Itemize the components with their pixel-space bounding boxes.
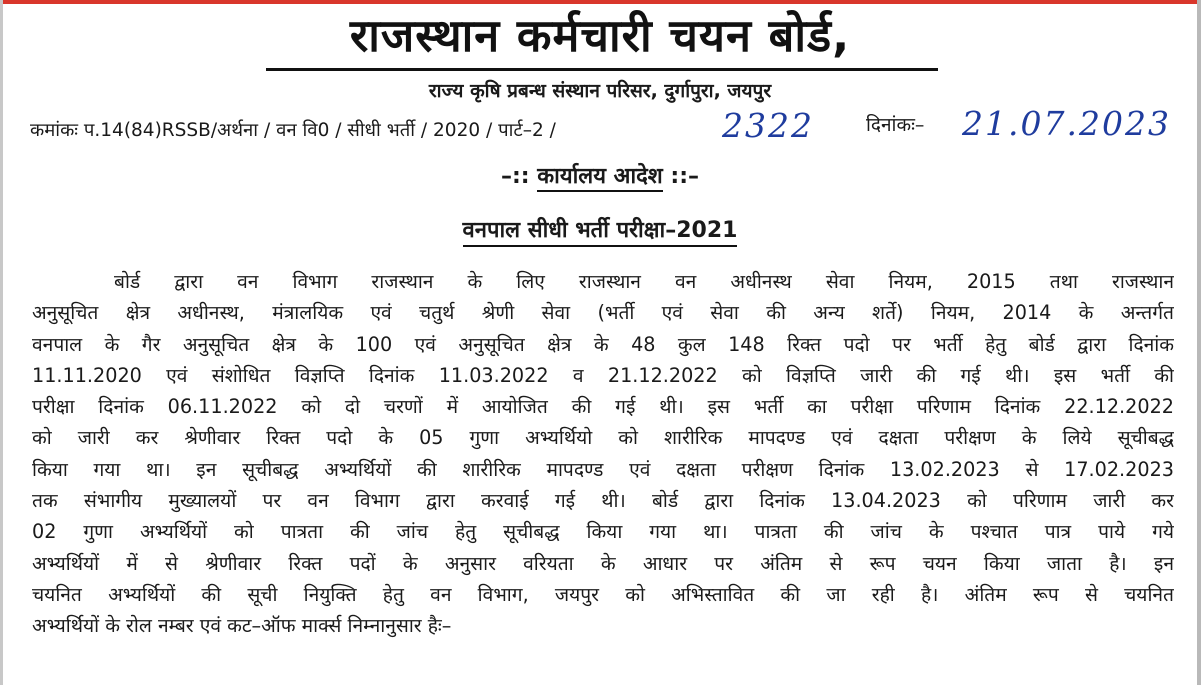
reference-number: कमांकः प.14(84)RSSB/अर्थना / वन वि0 / सीधी भर्ती / 2020 / पार्ट–2 / [30,120,556,141]
body-line: को जारी कर श्रेणीवार रिक्त पदो के 05 गुणा अभ्यर्थियो को शारीरिक मापदण्ड एवं दक्षता परीक्षण के लिये सूचीबद्ध [32,426,1174,450]
handwritten-dispatch-number: 2322 [722,106,814,145]
body-line: 02 गुणा अभ्यर्थियों को पात्रता की जांच हेतु सूचीबद्ध किया गया था। पात्रता की जांच के पश्चात पात्र पाये गये [32,520,1174,544]
body-line: अनुसूचित क्षेत्र अधीनस्थ, मंत्रालयिक एवं चतुर्थ श्रेणी सेवा (भर्ती एवं सेवा की अन्य शर्ते) नियम, 2014 के अन्तर्गत [32,301,1174,325]
body-line: अभ्यर्थियों के रोल नम्बर एवं कट–ऑफ मार्क्स निम्नानुसार हैः– [32,614,452,638]
body-line: किया गया था। इन सूचीबद्ध अभ्यर्थियों की शारीरिक मापदण्ड एवं दक्षता परीक्षण दिनांक 13.02.2023 से 17.02.2023 [32,457,1174,481]
body-line: तक संभागीय मुख्यालयों पर वन विभाग द्वारा करवाई गई थी। बोर्ड द्वारा दिनांक 13.04.2023 को परिणाम जारी कर [32,489,1174,513]
organization-name: राजस्थान कर्मचारी चयन बोर्ड, [349,9,851,62]
office-order-heading [400,160,800,194]
body-line: वनपाल के गैर अनुसूचित क्षेत्र के 100 एवं अनुसूचित क्षेत्र के 48 कुल 148 रिक्त पदो पर भर्ती हेतु बोर्ड द्वारा दिनांक [32,332,1174,356]
exam-title [350,214,850,248]
exam-title-text: वनपाल सीधी भर्ती परीक्षा–2021 [463,218,738,247]
body-line: 11.11.2020 एवं संशोधित विज्ञप्ति दिनांक 11.03.2022 व 21.12.2022 को विज्ञप्ति जारी की गई थी। इस भर्ती की [32,363,1174,387]
body-line: बोर्ड द्वारा वन विभाग राजस्थान के लिए राजस्थान वन अधीनस्थ सेवा नियम, 2015 तथा राजस्थान [114,270,1174,293]
organization-address: राज्य कृषि प्रबन्ध संस्थान परिसर, दुर्गापुरा, जयपुर [428,80,772,102]
date-label: दिनांकः– [866,114,925,136]
heading-suffix: ::– [662,164,700,189]
heading-prefix: –:: [500,164,538,189]
order-body [32,266,1174,642]
right-border [1197,0,1201,685]
title-underline [266,68,938,71]
handwritten-date: 21.07.2023 [962,104,1171,143]
body-line: अभ्यर्थियों में से श्रेणीवार रिक्त पदों के अनुसार वरियता के आधार पर अंतिम से रूप चयन किया जाता है। इन [32,551,1174,575]
body-line: परीक्षा दिनांक 06.11.2022 को दो चरणों में आयोजित की गई थी। इस भर्ती का परीक्षा परिणाम दिनांक 22.12.2022 [32,395,1174,419]
top-border [0,0,1201,4]
left-border [0,0,3,685]
body-line: चयनित अभ्यर्थियों की सूची नियुक्ति हेतु वन विभाग, जयपुर को अभिस्तावित की जा रही है। अंतिम रूप से चयनित [32,582,1174,606]
heading-text: कार्यालय आदेश [537,164,663,192]
